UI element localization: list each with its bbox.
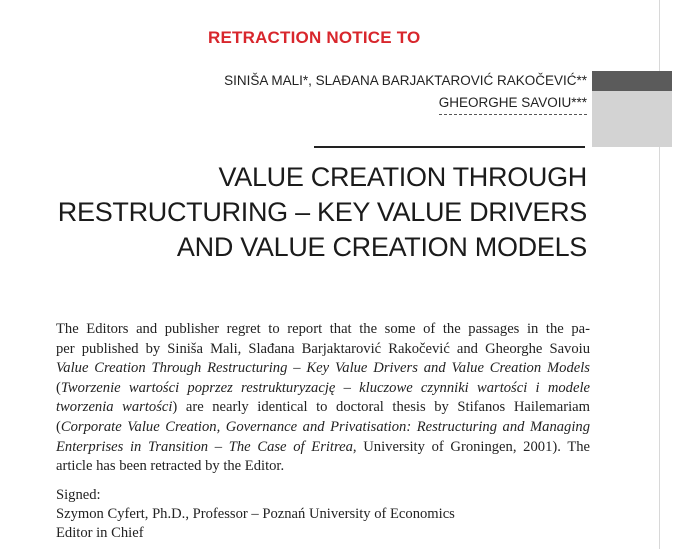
title-rule (314, 146, 585, 148)
paragraph-line: per published by Siniša Mali, Slađana Barjaktarović Rakočević and Gheorghe Savoiu (56, 340, 590, 357)
paragraph-line (56, 398, 590, 418)
signatory-name: Szymon Cyfert, Ph.D., Professor – Poznań University of Economics (56, 506, 455, 522)
open-paren: ( (56, 418, 61, 435)
section-tab-light (592, 91, 672, 147)
thesis-title: Corporate Value Creation, Governance and Privatisation: Restructuring and Managing (60, 418, 590, 435)
thesis-title-end: Enterprises in Transition – The Case of Eritrea (56, 438, 353, 455)
signatory-role: Editor in Chief (56, 525, 144, 541)
paragraph-text: , University of Groningen, 2001). The (352, 438, 591, 455)
open-paren: ( (56, 379, 61, 396)
paragraph-line: article has been retracted by the Editor. (56, 458, 285, 475)
title-line-2: RESTRUCTURING – KEY VALUE DRIVERS (57, 197, 587, 227)
paragraph-line (56, 359, 590, 379)
title-line-1: VALUE CREATION THROUGH (218, 162, 587, 192)
paragraph-line (56, 418, 590, 438)
author-line-1: SINIŠA MALI*, SLAĐANA BARJAKTAROVIĆ RAKOČEVIĆ** (224, 73, 587, 88)
author-line-2: GHEORGHE SAVOIU*** (439, 92, 587, 115)
author-list (224, 70, 587, 115)
retraction-heading: RETRACTION NOTICE TO (208, 28, 421, 47)
cited-title-polish: Tworzenie wartości poprzez restrukturyzację – kluczowe czynniki wartości i modele (60, 379, 590, 396)
article-title (58, 160, 587, 265)
signed-label: Signed: (56, 487, 101, 503)
paragraph-text: ) are nearly identical to doctoral thesis by Stifanos Hailemariam (172, 399, 590, 416)
signature-block (56, 486, 455, 543)
title-line-3: AND VALUE CREATION MODELS (176, 232, 587, 262)
cited-title-polish-end: tworzenia wartości (56, 399, 173, 416)
retraction-paragraph (56, 320, 590, 477)
section-tab-dark (592, 71, 672, 91)
paragraph-line (56, 438, 590, 458)
paragraph-line: The Editors and publisher regret to report that the some of the passages in the pa- (56, 321, 590, 337)
paragraph-line (56, 379, 590, 399)
cited-title-english: Value Creation Through Restructuring – Key Value Drivers and Value Creation Models (56, 360, 590, 377)
